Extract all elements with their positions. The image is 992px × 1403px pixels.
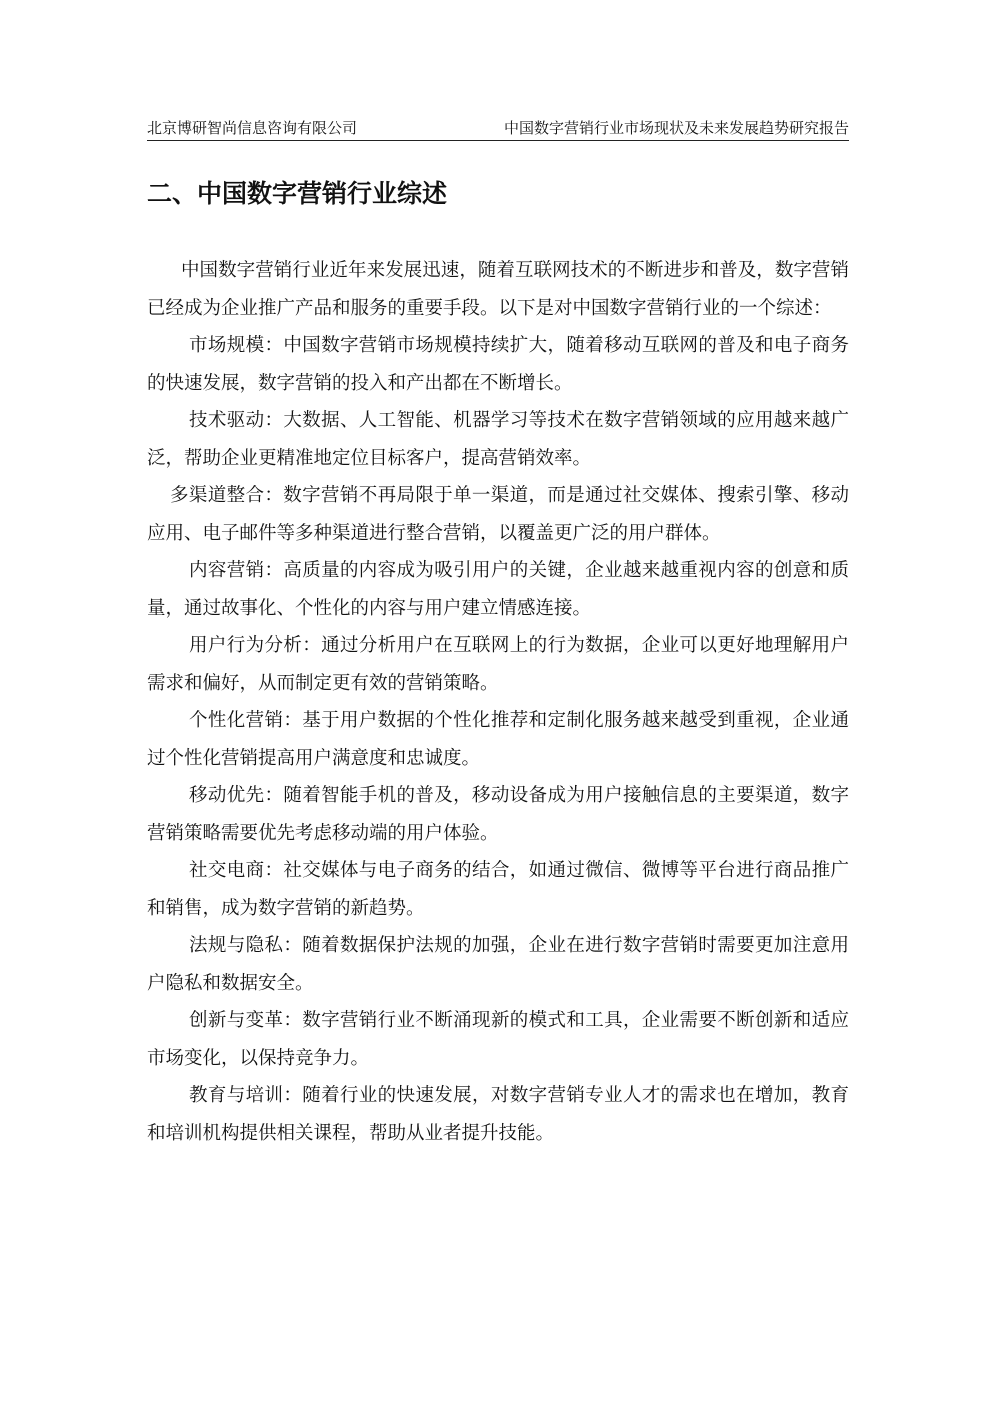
header-company-name: 北京博研智尚信息咨询有限公司 — [147, 119, 358, 137]
paragraph-user-behavior-analysis: 用户行为分析：通过分析用户在互联网上的行为数据，企业可以更好地理解用户需求和偏好，从而制定更有效的营销策略。 — [147, 635, 849, 694]
paragraph-technology-driven: 技术驱动：大数据、人工智能、机器学习等技术在数字营销领域的应用越来越广泛，帮助企业更精准地定位目标客户，提高营销效率。 — [147, 410, 849, 469]
section-title: 二、中国数字营销行业综述 — [147, 179, 448, 208]
paragraph-multichannel-integration: 多渠道整合：数字营销不再局限于单一渠道，而是通过社交媒体、搜索引擎、移动应用、电子邮件等多种渠道进行整合营销，以覆盖更广泛的用户群体。 — [147, 485, 849, 544]
paragraph-regulation-privacy: 法规与隐私：随着数据保护法规的加强，企业在进行数字营销时需要更加注意用户隐私和数据安全。 — [147, 935, 849, 994]
paragraph-education-training: 教育与培训：随着行业的快速发展，对数字营销专业人才的需求也在增加，教育和培训机构提供相关课程，帮助从业者提升技能。 — [147, 1085, 849, 1144]
document-body — [147, 252, 849, 1152]
paragraph-mobile-first: 移动优先：随着智能手机的普及，移动设备成为用户接触信息的主要渠道，数字营销策略需要优先考虑移动端的用户体验。 — [147, 785, 849, 844]
paragraph-market-size: 市场规模：中国数字营销市场规模持续扩大，随着移动互联网的普及和电子商务的快速发展，数字营销的投入和产出都在不断增长。 — [147, 335, 849, 394]
header-report-title: 中国数字营销行业市场现状及未来发展趋势研究报告 — [503, 119, 849, 137]
paragraph-content-marketing: 内容营销：高质量的内容成为吸引用户的关键，企业越来越重视内容的创意和质量，通过故事化、个性化的内容与用户建立情感连接。 — [147, 560, 849, 619]
intro-paragraph: 中国数字营销行业近年来发展迅速，随着互联网技术的不断进步和普及，数字营销已经成为企业推广产品和服务的重要手段。以下是对中国数字营销行业的一个综述： — [147, 260, 849, 319]
paragraph-social-commerce: 社交电商：社交媒体与电子商务的结合，如通过微信、微博等平台进行商品推广和销售，成为数字营销的新趋势。 — [147, 860, 849, 919]
paragraph-innovation-change: 创新与变革：数字营销行业不断涌现新的模式和工具，企业需要不断创新和适应市场变化，以保持竞争力。 — [147, 1010, 849, 1069]
paragraph-personalized-marketing: 个性化营销：基于用户数据的个性化推荐和定制化服务越来越受到重视，企业通过个性化营销提高用户满意度和忠诚度。 — [147, 710, 849, 769]
page-header — [147, 116, 849, 141]
